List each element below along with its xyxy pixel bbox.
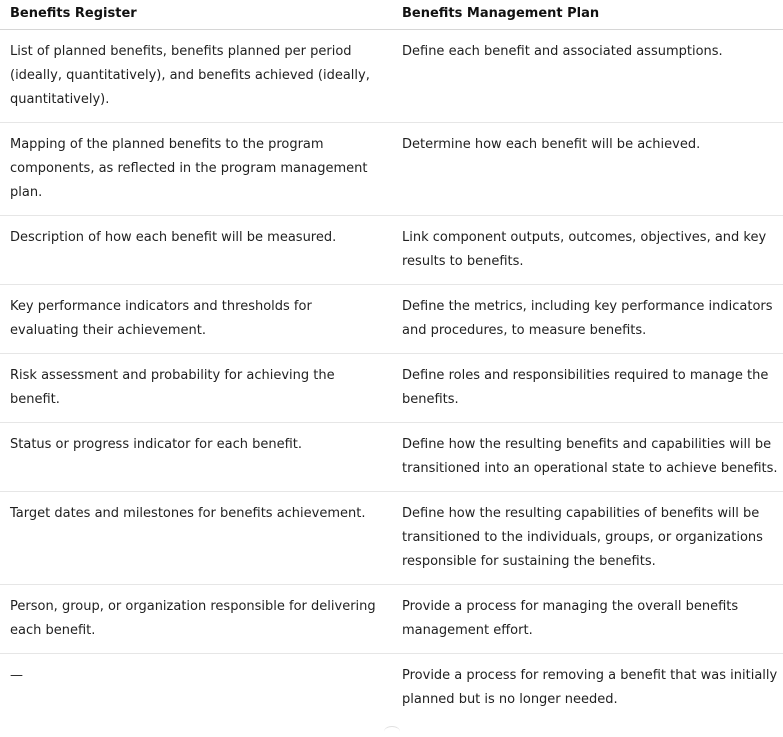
table-row bbox=[0, 216, 783, 285]
plan-cell: Determine how each benefit will be achieved. bbox=[402, 137, 701, 152]
register-cell: Mapping of the planned benefits to the program components, as reflected in the program management plan. bbox=[10, 137, 368, 200]
table-row bbox=[0, 585, 783, 654]
plan-cell: Provide a process for removing a benefit that was initially planned but is no longer needed. bbox=[402, 668, 778, 707]
register-cell: Key performance indicators and thresholds for evaluating their achievement. bbox=[10, 299, 312, 338]
table-header-row bbox=[0, 0, 783, 30]
scroll-indicator-icon bbox=[384, 726, 400, 737]
table-row bbox=[0, 423, 783, 492]
table-row bbox=[0, 30, 783, 123]
plan-cell: Provide a process for managing the overall benefits management effort. bbox=[402, 599, 739, 638]
plan-cell: Link component outputs, outcomes, objectives, and key results to benefits. bbox=[402, 230, 767, 269]
register-cell: List of planned benefits, benefits planned per period (ideally, quantitatively), and benefits achieved (ideally, quantitatively). bbox=[10, 44, 370, 107]
register-cell: Person, group, or organization responsible for delivering each benefit. bbox=[10, 599, 376, 638]
plan-cell: Define each benefit and associated assumptions. bbox=[402, 44, 723, 59]
register-cell: Status or progress indicator for each benefit. bbox=[10, 437, 302, 452]
plan-cell: Define roles and responsibilities required to manage the benefits. bbox=[402, 368, 769, 407]
table-row bbox=[0, 354, 783, 423]
register-cell: Risk assessment and probability for achieving the benefit. bbox=[10, 368, 335, 407]
plan-cell: Define how the resulting benefits and capabilities will be transitioned into an operational state to achieve benefits. bbox=[402, 437, 778, 476]
plan-cell: Define how the resulting capabilities of benefits will be transitioned to the individuals, groups, or organizations responsible for sustaining the benefits. bbox=[402, 506, 763, 569]
header-benefits-register: Benefits Register bbox=[10, 6, 137, 21]
header-benefits-management-plan: Benefits Management Plan bbox=[402, 6, 600, 21]
register-cell: Description of how each benefit will be measured. bbox=[10, 230, 337, 245]
register-cell: — bbox=[10, 668, 23, 683]
register-cell: Target dates and milestones for benefits achievement. bbox=[10, 506, 366, 521]
plan-cell: Define the metrics, including key performance indicators and procedures, to measure benefits. bbox=[402, 299, 773, 338]
table-row bbox=[0, 285, 783, 354]
table-row bbox=[0, 654, 783, 723]
table-row bbox=[0, 492, 783, 585]
table-row bbox=[0, 123, 783, 216]
